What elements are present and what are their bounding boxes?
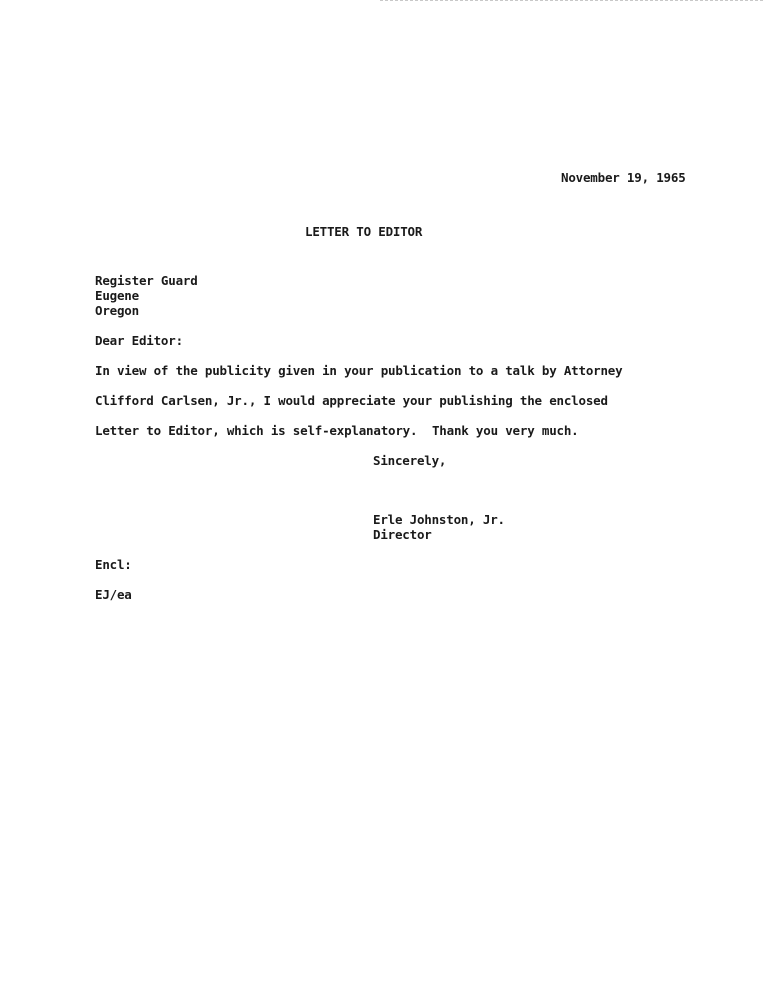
enclosure-note: Encl: [95,557,132,572]
letter-date: November 19, 1965 [561,170,686,185]
letter-heading: LETTER TO EDITOR [305,224,423,239]
body-line: Letter to Editor, which is self-explanatory. Thank you very much. [95,423,579,438]
page-edge-marks [380,0,763,3]
salutation: Dear Editor: [95,333,183,348]
reference-initials: EJ/ea [95,587,132,602]
body-line: In view of the publicity given in your publication to a talk by Attorney [95,363,623,378]
recipient-state: Oregon [95,303,139,318]
recipient-city: Eugene [95,288,139,303]
signer-title: Director [373,527,432,542]
signer-name: Erle Johnston, Jr. [373,512,505,527]
recipient-name: Register Guard [95,273,198,288]
body-line: Clifford Carlsen, Jr., I would appreciate your publishing the enclosed [95,393,608,408]
closing: Sincerely, [373,453,447,468]
